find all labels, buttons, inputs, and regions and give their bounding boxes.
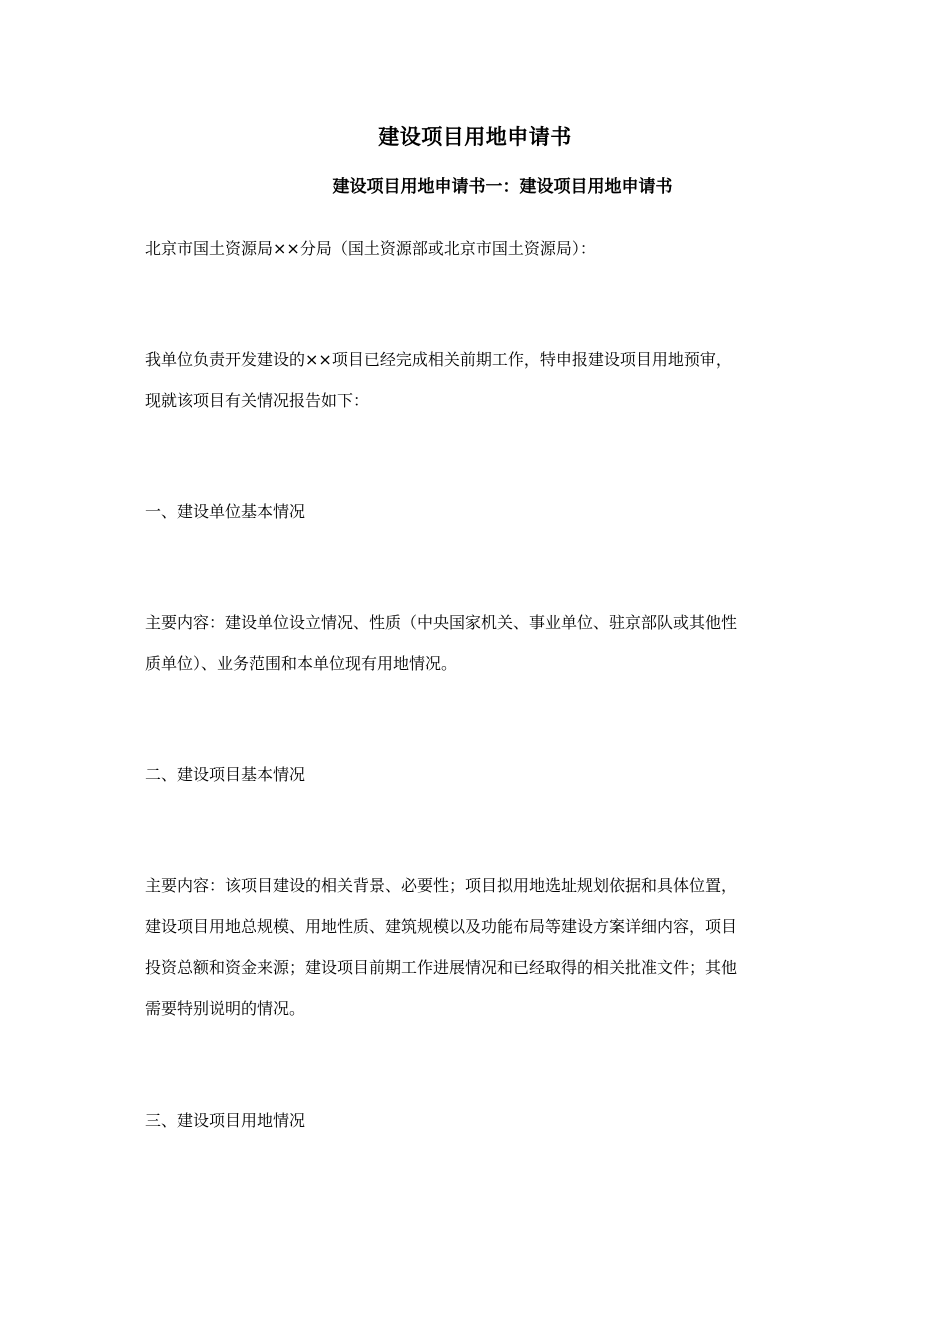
document-subtitle: 建设项目用地申请书一：建设项目用地申请书 — [332, 177, 673, 197]
intro-line-2: 现就该项目有关情况报告如下： — [145, 391, 370, 410]
intro-paragraph — [145, 350, 805, 411]
section2-content-line-4: 需要特别说明的情况。 — [145, 999, 306, 1018]
section1-content-line-2: 质单位）、业务范围和本单位现有用地情况。 — [145, 654, 458, 673]
section3-heading-text: 三、建设项目用地情况 — [145, 1111, 306, 1130]
section1-content-line-1: 主要内容：建设单位设立情况、性质（中央国家机关、事业单位、驻京部队或其他性 — [145, 613, 738, 632]
intro-line-1: 我单位负责开发建设的××项目已经完成相关前期工作，特申报建设项目用地预审， — [145, 350, 732, 369]
section2-heading-text: 二、建设项目基本情况 — [145, 765, 306, 784]
document-title: 建设项目用地申请书 — [378, 125, 572, 149]
addressee-line: 北京市国土资源局××分局（国土资源部或北京市国土资源局）： — [145, 239, 596, 258]
section1-heading — [145, 502, 805, 522]
addressee — [145, 239, 805, 259]
section2-content-line-1: 主要内容：该项目建设的相关背景、必要性；项目拟用地选址规划依据和具体位置， — [145, 876, 738, 895]
section2-heading — [145, 765, 805, 785]
section2-content-line-3: 投资总额和资金来源；建设项目前期工作进展情况和已经取得的相关批准文件；其他 — [145, 958, 738, 977]
section1-heading-text: 一、建设单位基本情况 — [145, 502, 306, 521]
section3-heading — [145, 1111, 805, 1131]
section2-content — [145, 876, 805, 1019]
section2-content-line-2: 建设项目用地总规模、用地性质、建筑规模以及功能布局等建设方案详细内容，项目 — [145, 917, 738, 936]
section1-content — [145, 613, 805, 674]
